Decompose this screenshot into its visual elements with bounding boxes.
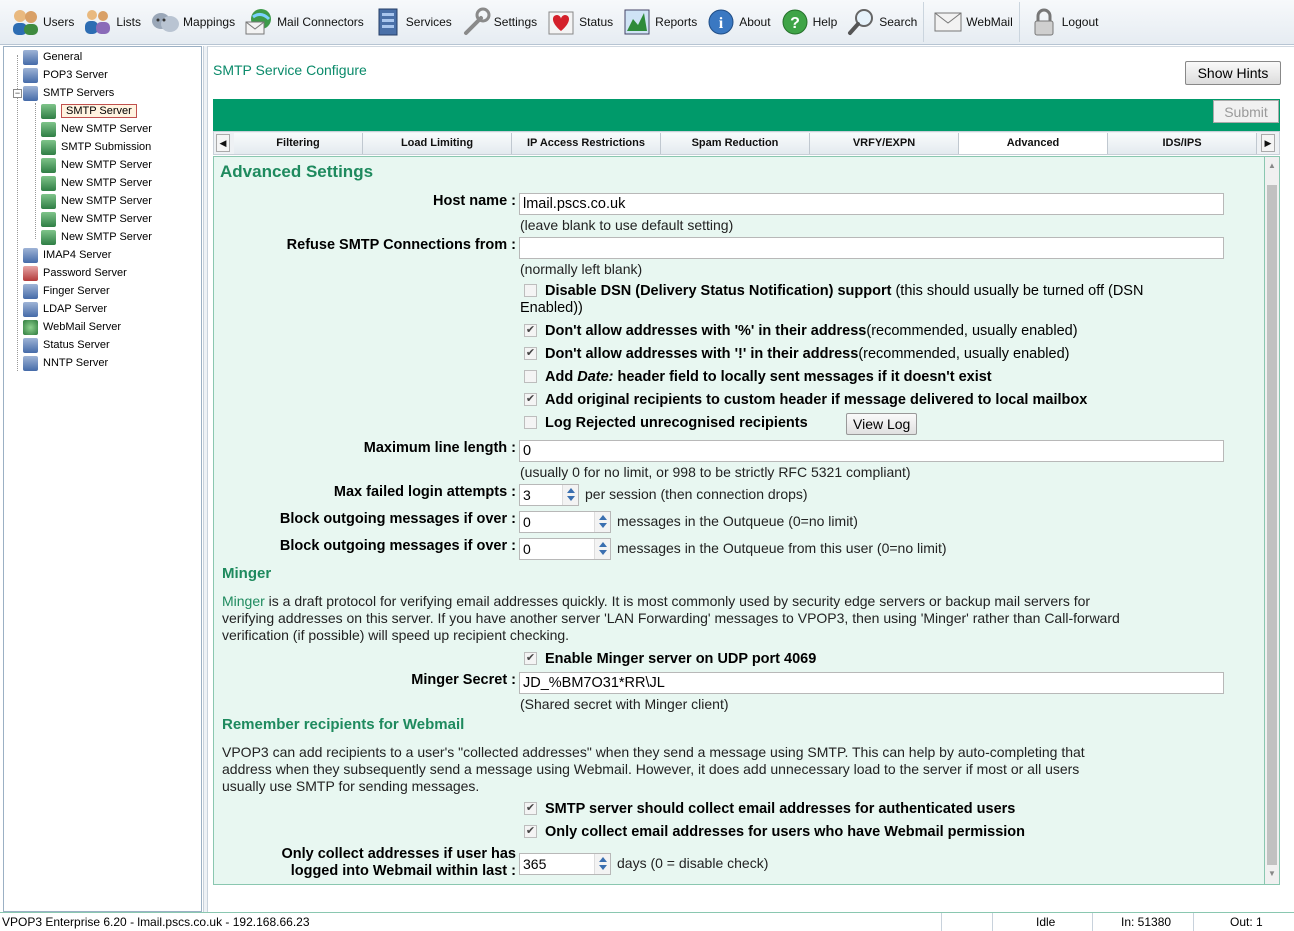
vertical-scrollbar[interactable]	[1265, 156, 1280, 885]
collect-auth-checkbox[interactable]: ✔	[525, 802, 536, 814]
stepper-arrows-icon[interactable]	[594, 539, 610, 559]
server-tree	[3, 46, 202, 912]
minger-desc-line-3: verification (if possible) will speed up recipient checking.	[222, 627, 570, 643]
only-collect-label	[216, 846, 516, 880]
minger-enable-text	[545, 651, 816, 667]
minger-enable-checkbox[interactable]: ✔	[525, 652, 536, 664]
tab-vrfy-expn[interactable]: VRFY/EXPN	[810, 133, 959, 154]
toolbar-users[interactable]: Users	[10, 2, 74, 42]
search-icon	[846, 7, 876, 37]
block-outgoing-value: 0	[523, 514, 531, 530]
tree-item-ldap[interactable]: LDAP Server	[23, 300, 107, 318]
remember-desc-line-3: usually use SMTP for sending messages.	[222, 778, 480, 794]
max-line-note: (usually 0 for no limit, or 998 to be strictly RFC 5321 compliant)	[520, 464, 911, 480]
action-bar	[213, 99, 1280, 131]
log-rejected-checkbox[interactable]	[524, 416, 537, 429]
minger-description	[222, 593, 1252, 644]
server-icon	[23, 338, 38, 353]
only-collect-value: 365	[523, 856, 547, 872]
tree-item-status[interactable]: Status Server	[23, 336, 110, 354]
section-title: Advanced Settings	[220, 162, 374, 181]
page-title: SMTP Service Configure	[213, 62, 367, 78]
tab-spam-reduction[interactable]: Spam Reduction	[661, 133, 810, 154]
add-date-label-1: Add	[545, 369, 578, 385]
smtp-server-icon	[41, 230, 56, 245]
webmail-icon	[933, 7, 963, 37]
toolbar-reports[interactable]: Reports	[622, 2, 697, 42]
disable-dsn-hint: (this should usually be turned off (DSN	[891, 283, 1144, 299]
minger-secret-input[interactable]	[519, 672, 1224, 694]
svg-text:i: i	[718, 15, 724, 32]
reports-icon	[622, 7, 652, 37]
tab-load-limiting[interactable]: Load Limiting	[363, 133, 512, 154]
scroll-down-icon[interactable]: ▼	[1268, 869, 1276, 878]
block-outgoing-user-label: Block outgoing messages if over :	[279, 538, 516, 554]
tree-item-new-smtp-server[interactable]: New SMTP Server	[41, 192, 152, 210]
logout-icon	[1029, 7, 1059, 37]
disable-dsn-label: Disable DSN (Delivery Status Notification) support	[545, 283, 892, 299]
only-collect-label-line-1: Only collect addresses if user has	[281, 846, 516, 862]
minger-desc-text-1: is a draft protocol for verifying email addresses quickly. It is most commonly used by security edge servers or backup mail servers for	[264, 593, 1091, 609]
help-icon	[780, 7, 810, 37]
status-info: VPOP3 Enterprise 6.20 - lmail.pscs.co.uk - 192.168.66.23	[2, 915, 310, 929]
tree-item-new-smtp-server[interactable]: New SMTP Server	[41, 120, 152, 138]
tree-item-new-smtp-server[interactable]: New SMTP Server	[41, 174, 152, 192]
collect-webmail-text	[545, 824, 1025, 840]
log-rejected-label: Log Rejected unrecognised recipients	[545, 415, 808, 431]
tree-item-nntp[interactable]: NNTP Server	[23, 354, 108, 372]
toolbar-help[interactable]: ? Help	[780, 2, 838, 42]
minger-secret-note: (Shared secret with Minger client)	[520, 696, 729, 712]
tree-item-imap4[interactable]: IMAP4 Server	[23, 246, 111, 264]
refuse-input[interactable]	[519, 237, 1224, 259]
tab-advanced[interactable]: Advanced	[959, 133, 1108, 154]
collect-webmail-checkbox[interactable]: ✔	[525, 825, 536, 837]
no-percent-label: Don't allow addresses with '%' in their address	[545, 323, 867, 339]
tree-item-finger[interactable]: Finger Server	[23, 282, 110, 300]
status-divider	[1193, 913, 1194, 931]
minger-desc-line-2: verifying addresses on this server. If you have another server 'LAN Forwarding' messages to VPOP3, then using 'Minger' rather than Call-forward	[222, 610, 1120, 626]
status-icon	[546, 7, 576, 37]
max-failed-stepper[interactable]	[519, 484, 579, 506]
status-divider	[992, 913, 993, 931]
lists-icon	[83, 7, 113, 37]
minger-link[interactable]: Minger	[222, 593, 265, 609]
tab-filtering[interactable]: Filtering	[234, 133, 363, 154]
block-outgoing-label: Block outgoing messages if over :	[279, 511, 516, 527]
smtp-server-icon	[41, 176, 56, 191]
refuse-note: (normally left blank)	[520, 261, 643, 277]
stepper-arrows-icon[interactable]	[594, 512, 610, 532]
toolbar-mail-connectors[interactable]: Mail Connectors	[244, 2, 364, 42]
password-server-icon	[23, 266, 38, 281]
block-outgoing-suffix: messages in the Outqueue (0=no limit)	[617, 513, 858, 529]
smtp-server-icon	[41, 140, 56, 155]
toolbar-lists[interactable]: Lists	[83, 2, 141, 42]
only-collect-label-line-2: logged into Webmail within last :	[290, 863, 516, 879]
toolbar-search[interactable]: Search	[846, 2, 924, 42]
no-percent-text	[545, 323, 1078, 339]
services-icon	[373, 7, 403, 37]
smtp-server-icon	[41, 122, 56, 137]
tree-line	[35, 103, 36, 239]
host-name-note: (leave blank to use default setting)	[520, 217, 734, 233]
no-percent-checkbox[interactable]: ✔	[525, 324, 536, 336]
tree-item-password[interactable]: Password Server	[23, 264, 127, 282]
toolbar-mappings[interactable]: Mappings	[150, 2, 235, 42]
collect-webmail-label: Only collect email addresses for users who have Webmail permission	[545, 824, 1026, 840]
block-outgoing-stepper[interactable]	[519, 511, 611, 533]
orig-recipients-text	[545, 392, 1087, 408]
block-outgoing-user-value: 0	[523, 541, 531, 557]
tree-item-smtp-submission[interactable]: SMTP Submission	[41, 138, 151, 156]
tree-item-pop3[interactable]: POP3 Server	[23, 66, 108, 84]
only-collect-suffix: days (0 = disable check)	[617, 855, 769, 871]
host-name-input[interactable]	[519, 193, 1224, 215]
status-bar	[0, 912, 1294, 930]
stepper-arrows-icon[interactable]	[594, 854, 610, 874]
show-hints-button[interactable]: Show Hints	[1185, 61, 1281, 85]
minger-secret-label: Minger Secret :	[411, 672, 516, 688]
view-log-button[interactable]: View Log	[846, 413, 917, 435]
add-date-label-2: header field to locally sent messages if it doesn't exist	[613, 369, 992, 385]
status-divider	[1092, 913, 1093, 931]
scrollbar-thumb[interactable]	[1267, 185, 1277, 865]
tree-item-new-smtp-server[interactable]: New SMTP Server	[41, 210, 152, 228]
block-outgoing-user-stepper[interactable]	[519, 538, 611, 560]
svg-text:?: ?	[789, 15, 800, 32]
no-bang-label: Don't allow addresses with '!' in their address	[545, 346, 859, 362]
smtp-server-icon	[41, 104, 56, 119]
tab-scroll-right-icon[interactable]: ▶	[1261, 134, 1275, 152]
add-date-checkbox[interactable]	[524, 370, 537, 383]
panel-bottom-border	[213, 884, 1280, 885]
tab-scroll-left-icon[interactable]: ◀	[216, 134, 230, 152]
remember-heading: Remember recipients for Webmail	[222, 716, 465, 733]
toolbar-logout[interactable]: Logout	[1029, 2, 1099, 42]
toolbar-services[interactable]: Services	[373, 2, 452, 42]
smtp-server-icon	[41, 158, 56, 173]
status-in-count: In: 51380	[1121, 915, 1172, 929]
no-bang-text	[545, 346, 1069, 362]
server-icon	[23, 68, 38, 83]
block-outgoing-user-suffix: messages in the Outqueue from this user (0=no limit)	[617, 540, 947, 556]
disable-dsn-hint-cont: Enabled))	[520, 300, 583, 316]
collect-auth-label: SMTP server should collect email addresses for authenticated users	[545, 801, 1016, 817]
toolbar-status[interactable]: Status	[546, 2, 613, 42]
server-icon	[23, 302, 38, 317]
only-collect-stepper[interactable]	[519, 853, 611, 875]
minger-desc-line-1	[222, 593, 1252, 610]
remember-description	[222, 744, 1252, 795]
tree-item-new-smtp-server[interactable]: New SMTP Server	[41, 228, 152, 246]
submit-button[interactable]: Submit	[1213, 100, 1279, 123]
disable-dsn-text	[545, 283, 1143, 299]
max-line-label: Maximum line length :	[363, 440, 516, 456]
server-icon	[23, 86, 38, 101]
tab-ip-access-restrictions[interactable]: IP Access Restrictions	[512, 133, 661, 154]
tree-item-smtp-server[interactable]: SMTP Server	[41, 102, 137, 120]
log-rejected-text	[545, 415, 808, 431]
about-icon	[706, 7, 736, 37]
no-bang-hint: (recommended, usually enabled)	[858, 346, 1070, 362]
tree-item-new-smtp-server[interactable]: New SMTP Server	[41, 156, 152, 174]
minger-enable-label: Enable Minger server on UDP port 4069	[545, 651, 817, 667]
refuse-label: Refuse SMTP Connections from :	[286, 237, 516, 253]
orig-recipients-checkbox[interactable]: ✔	[525, 393, 536, 405]
tree-item-webmail[interactable]: WebMail Server	[23, 318, 121, 336]
remember-desc-line-1: VPOP3 can add recipients to a user's "collected addresses" when they send a message using SMTP. This can help by auto-completing that	[222, 744, 1085, 760]
tab-ids-ips[interactable]: IDS/IPS	[1108, 133, 1257, 154]
advanced-settings-panel	[213, 156, 1265, 885]
main-toolbar	[0, 0, 1294, 45]
toolbar-webmail[interactable]: WebMail	[933, 2, 1019, 42]
status-state: Idle	[1036, 915, 1056, 929]
scroll-up-icon[interactable]: ▲	[1268, 161, 1276, 170]
tab-strip	[213, 131, 1280, 155]
no-percent-hint: (recommended, usually enabled)	[866, 323, 1078, 339]
tree-line	[17, 55, 18, 371]
max-failed-label: Max failed login attempts :	[333, 484, 516, 500]
no-bang-checkbox[interactable]: ✔	[525, 347, 536, 359]
add-date-label-italic: Date:	[577, 369, 614, 385]
status-divider	[941, 913, 942, 931]
mail-connectors-icon	[244, 7, 274, 37]
users-icon	[10, 7, 40, 37]
max-failed-value: 3	[523, 487, 531, 503]
status-out-count: Out: 1	[1230, 915, 1263, 929]
server-icon	[23, 284, 38, 299]
add-date-text	[545, 369, 992, 385]
toolbar-about[interactable]: i About	[706, 2, 770, 42]
globe-icon	[23, 320, 38, 335]
smtp-server-icon	[41, 194, 56, 209]
tree-expander[interactable]: −	[14, 88, 21, 98]
disable-dsn-checkbox[interactable]	[524, 284, 537, 297]
remember-desc-line-2: address when they subsequently send a message using Webmail. However, it does add unnecessary load to the server if most or all users	[222, 761, 1080, 777]
tree-item-smtp-servers[interactable]: SMTP Servers	[23, 84, 114, 102]
toolbar-settings[interactable]: Settings	[461, 2, 537, 42]
tree-item-general[interactable]: General	[23, 48, 82, 66]
mappings-icon	[150, 7, 180, 37]
smtp-server-icon	[41, 212, 56, 227]
server-icon	[23, 50, 38, 65]
main-content	[208, 46, 1294, 912]
max-line-input[interactable]	[519, 440, 1224, 462]
settings-icon	[461, 7, 491, 37]
minger-heading: Minger	[222, 565, 272, 582]
host-name-label: Host name :	[433, 193, 516, 209]
server-icon	[23, 356, 38, 371]
server-icon	[23, 248, 38, 263]
max-failed-suffix: per session (then connection drops)	[585, 486, 808, 502]
collect-auth-text	[545, 801, 1015, 817]
stepper-arrows-icon[interactable]	[562, 485, 578, 505]
orig-recipients-label: Add original recipients to custom header if message delivered to local mailbox	[545, 392, 1088, 408]
